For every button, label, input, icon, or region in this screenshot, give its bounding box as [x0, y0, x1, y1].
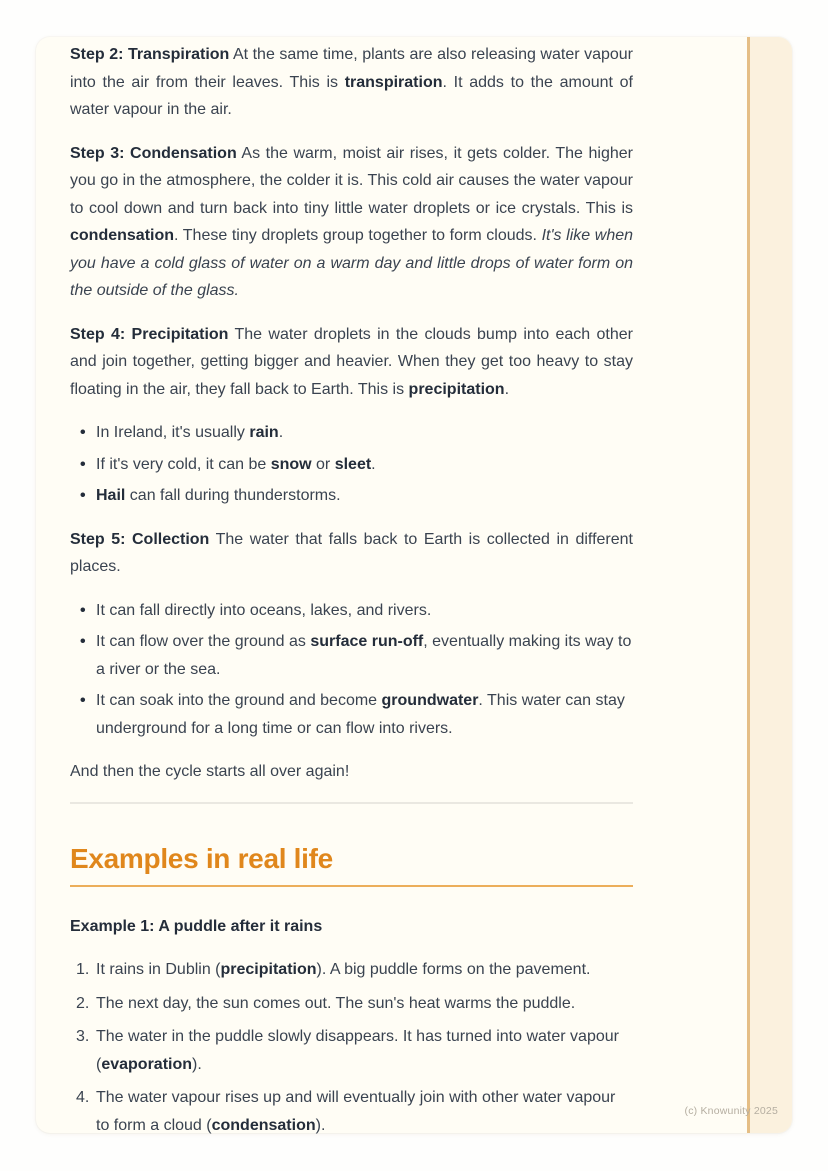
bold-term: condensation [70, 227, 175, 244]
bold-term: Step 4: Precipitation [70, 325, 229, 343]
bold-term: condensation [211, 1116, 316, 1134]
text-run: can fall during thunderstorms. [125, 487, 341, 504]
bold-term: evaporation [101, 1055, 193, 1073]
section-heading-underline [70, 885, 633, 887]
text-run: . [278, 424, 284, 441]
text-run: . [504, 380, 510, 398]
document-content [70, 41, 633, 1155]
bold-term: Example 1: A puddle after it rains [70, 917, 323, 935]
text-run: . It adds to the amount of water vapour in the air. [70, 73, 633, 118]
bold-term: Step 3: Condensation [70, 144, 237, 162]
text-run: The next day, the sun comes out. The sun's heat warms the puddle. [96, 994, 576, 1012]
bold-term: transpiration [344, 73, 443, 91]
list-item [70, 687, 633, 742]
text-run: ). [315, 1116, 326, 1134]
watermark: (c) Knowunity 2025 [684, 1105, 778, 1117]
text-run: The water vapour rises up and will eventually join with other water vapour to form a cloud ( [96, 1089, 616, 1134]
precipitation-types-list [70, 419, 633, 510]
italic-text: It's like when you have a cold glass of water on a warm day and little drops of water form on the outside of the glass. [70, 227, 634, 299]
example-1-steps-list [70, 956, 633, 1139]
text-run: or [311, 455, 335, 473]
paragraph-step-4 [70, 321, 633, 404]
list-item [70, 419, 633, 447]
text-run: And then the cycle starts all over again! [70, 763, 350, 780]
bold-term: Step 2: Transpiration [70, 46, 230, 63]
paragraph-step-3 [70, 140, 633, 305]
bold-term: surface run-off [310, 633, 424, 650]
list-item [70, 1023, 633, 1078]
text-run: . These tiny droplets group together to form clouds. [174, 227, 542, 244]
text-run: . This water can stay underground for a long time or can flow into rivers. [96, 692, 625, 737]
text-run: . [371, 455, 376, 473]
text-run: ). A big puddle forms on the pavement. [316, 961, 591, 978]
section-divider [70, 802, 633, 804]
list-item [70, 451, 633, 479]
list-item [70, 1084, 633, 1139]
bold-term: precipitation [220, 961, 317, 978]
bold-term: precipitation [408, 380, 505, 398]
list-item [70, 956, 633, 984]
paragraph-step-2 [70, 41, 633, 124]
text-run: At the same time, plants are also releasing water vapour into the air from their leaves. This is [70, 46, 634, 91]
text-run: It rains in Dublin ( [96, 961, 221, 978]
text-run: It can fall directly into oceans, lakes, and rivers. [96, 601, 432, 619]
list-item [70, 597, 633, 625]
paragraph-step-5 [70, 526, 633, 581]
text-run: It can soak into the ground and become [96, 692, 382, 709]
document-card [36, 37, 792, 1133]
list-item [70, 482, 633, 510]
text-run: The water that falls back to Earth is collected in different places. [70, 530, 634, 575]
bold-term: sleet [334, 455, 372, 473]
bold-term: Hail [96, 487, 126, 504]
list-item [70, 990, 633, 1018]
page-edge-strip [747, 37, 792, 1133]
text-run: , eventually making its way to a river or the sea. [96, 633, 632, 678]
text-run: It can flow over the ground as [96, 633, 311, 650]
section-heading-examples: Examples in real life [70, 842, 333, 874]
paragraph-cycle-restart [70, 758, 633, 786]
collection-places-list [70, 597, 633, 743]
text-run: The water droplets in the clouds bump into each other and join together, getting bigger and heavier. When they get too heavy to stay floating in the air, they fall back to Earth. This is [70, 325, 633, 398]
bold-term: rain [249, 424, 279, 441]
text-run: If it's very cold, it can be [96, 455, 271, 473]
bold-term: snow [270, 455, 312, 473]
text-run: The water in the puddle slowly disappears. It has turned into water vapour ( [96, 1028, 619, 1073]
text-run: In Ireland, it's usually [96, 424, 250, 441]
bold-term: Step 5: Collection [70, 530, 210, 548]
text-run: As the warm, moist air rises, it gets colder. The higher you go in the atmosphere, the colder it is. This cold air causes the water vapour to cool down and turn back into tiny little water droplets or ice crystals. This is [70, 144, 634, 217]
text-run: ). [192, 1055, 202, 1073]
bold-term: groundwater [381, 692, 479, 709]
example-1-title [70, 913, 633, 941]
list-item [70, 628, 633, 683]
